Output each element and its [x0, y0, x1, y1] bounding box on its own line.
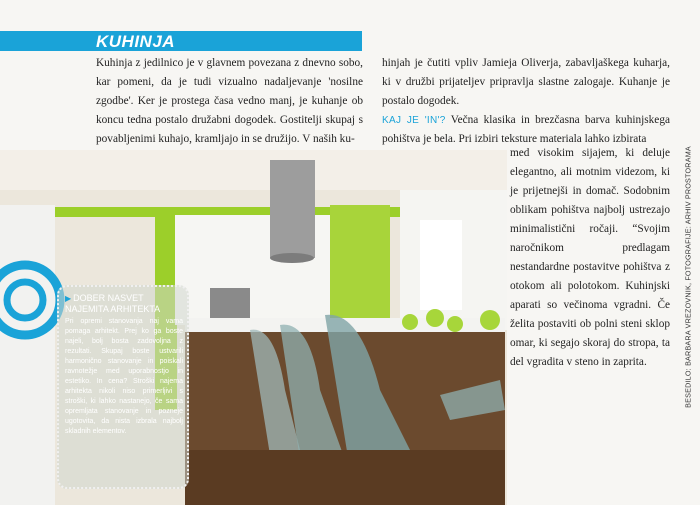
section-header-bar — [0, 31, 362, 51]
photo-credit-text: BESEDILO: BARBARA VREZOVNIK, FOTOGRAFIJE: ARHIV PROSTORAMA — [683, 146, 693, 408]
column1-text: Kuhinja z jedilnico je v glavnem povezana z dnevno sobo, kar pomeni, da je tudi vizualno nadaljevanje 'nosilne zgodbe'. Ker je prostega časa vedno manj, je kuhanje ob koncu tedna postalo družabni dogodek. Gostitelji skupaj s povabljenimi kuhajo, kramljajo in se družijo. V naših ku- — [96, 57, 363, 145]
article-column-2-continued — [510, 144, 670, 372]
column2-paragraph-2-start: Večna klasika in brezčasna barva kuhinjskega pohištva je bela. Pri izbiri teksture materiala lahko izbirata — [382, 114, 670, 145]
column2-paragraph-2-cont: med visokim sijajem, ki deluje elegantno, ali motnim videzom, ki je prijetnejši in domač. Sodobnim oblikam pohištva najbolj ustrezajo minimalistični ročaji. “Svojim naročnikom predlagam nestandardne postavitve pohištva z otokom ali polotokom. Kuhinjski aparati so večinoma vgradni. Če želita postaviti ob polni steni sklop omar, ki segajo skoraj do stropa, ta del vgradita v steno in zaprita. — [510, 147, 670, 368]
article-column-1 — [96, 54, 363, 149]
section-title: KUHINJA — [96, 32, 176, 51]
tip-title — [65, 293, 183, 314]
tip-box — [57, 285, 189, 489]
triangle-bullet-icon: ▶ — [65, 294, 72, 303]
photo-credit — [681, 132, 695, 422]
tip-title-text: DOBER NASVET NAJEMITA ARHITEKTA — [65, 293, 161, 314]
article-column-2 — [382, 54, 670, 149]
column2-paragraph-1: hinjah je čutiti vpliv Jamieja Oliverja, zabavljaškega kuharja, ki v družbi prijateljev pripravlja slastne zalogaje. Kuhanje je postalo dogodek. — [382, 57, 670, 107]
tip-text: Pri opremi stanovanja naj vama pomaga arhitekt. Prej ko ga boste najeli, bolj bosta zadovoljna z rezultati. Skupaj boste ustvarili harmonično stanovanje in poiskali ravnotežje med uporabnostjo in estetiko. In cena? Stroški najema arhitekta nikoli niso primerljivi s stroški, ki lahko nastanejo, če sama opremljata stanovanje in pozneje ugotovita, da nista izbrala najbolj skladnih elementov. — [65, 318, 183, 435]
lead-heading: KAJ JE 'IN'? — [382, 115, 446, 126]
